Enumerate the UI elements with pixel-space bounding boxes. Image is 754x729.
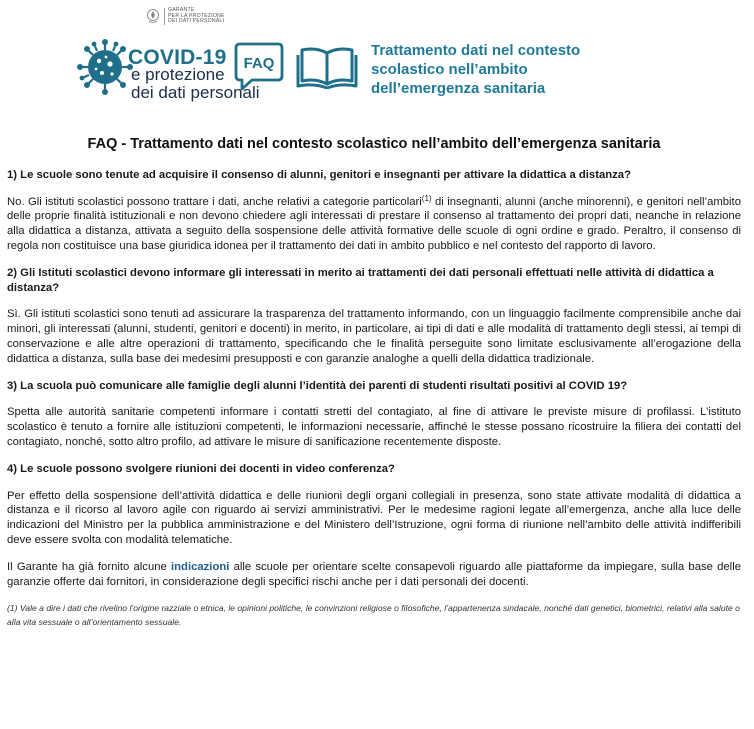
question-2: 2) Gli Istituti scolastici devono informare gli interessati in merito ai trattamenti dei dati personali effettuati nelle attività di didattica a distanza? bbox=[7, 266, 714, 294]
book-icon bbox=[296, 45, 358, 89]
answer-3: Spetta alle autorità sanitarie competenti informare i contatti stretti del contagiato, al fine di attivare le previste misure di profilassi. L’istituto scolastico è tenuto a fornire alle istituzioni competenti, le informazioni necessarie, affinché le stesse possano ricostruire la filiera dei contatti del contagiato, nonché, sotto altro profilo, ad attivare le misure di sanificazione recentemente disposte. bbox=[7, 406, 741, 448]
virus-icon bbox=[76, 38, 134, 96]
covid-subtitle-1: e protezione bbox=[131, 65, 225, 84]
answer-1-text-b: di insegnanti, alunni (anche minorenni), e genitori nell’ambito delle proprie finalità istituzionali e non devono chiedere agli interessati di prestare il consenso al trattamento dei propri dati, neanche in relazione alla didattica a distanza, attivata a seguito della sospensione delle attività formative delle scuole di ogni ordine e grado. Peraltro, il consenso di regola non costituisce una base giuridica idonea per il trattamento dei dati in ambito pubblico e nel contesto del rapporto di lavoro. bbox=[7, 195, 741, 252]
question-4: 4) Le scuole possono svolgere riunioni dei docenti in video conferenza? bbox=[7, 462, 395, 475]
garante-line-2: PER LA PROTEZIONE bbox=[168, 12, 225, 19]
garante-text bbox=[164, 8, 225, 25]
question-1: 1) Le scuole sono tenute ad acquisire il consenso di alunni, genitori e insegnanti per attivare la didattica a distanza? bbox=[7, 168, 631, 181]
question-3: 3) La scuola può comunicare alle famiglie degli alunni l’identità dei parenti di studenti risultati positivi al COVID 19? bbox=[7, 379, 628, 392]
faq-bubble-icon bbox=[234, 40, 284, 92]
footnote-ref[interactable]: (1) bbox=[421, 193, 432, 203]
page-header bbox=[0, 0, 754, 118]
garante-line-1: GARANTE bbox=[168, 7, 195, 13]
answer-4: Per effetto della sospensione dell’attività didattica e delle riunioni degli organi collegiali in presenza, sono state attivate modalità di didattica a distanza e il ricorso al lavoro agile con riguardo ai servizi amministrativi. Per le medesime ragioni legate all’emergenza, anche alla luce delle indicazioni del Ministro per la pubblica amministrazione e del Ministero dell’Istruzione, ogni forma di riunione nell’ambito delle attività indifferibili deve essere svolta con modalità telematiche. bbox=[7, 489, 741, 546]
header-tagline bbox=[371, 41, 631, 98]
faq-label: FAQ bbox=[243, 55, 275, 72]
answer-1-text-a: No. Gli istituti scolastici possono trattare i dati, anche relativi a categorie particolari bbox=[7, 195, 422, 208]
tagline-line-3: dell’emergenza sanitaria bbox=[371, 80, 546, 97]
answer-1 bbox=[7, 195, 741, 254]
covid-title: COVID-19 bbox=[128, 46, 227, 69]
answer-2: Sì. Gli istituti scolastici sono tenuti ad assicurare la trasparenza del trattamento informando, con un linguaggio facilmente comprensibile anche dai minori, gli interessati (alunni, studenti, genitori e docenti) in merito, in particolare, ai tipi di dati e alle modalità di trattamento degli stessi, ai tempi di conservazione e alle altre operazioni di trattamento, specificando che le finalità perseguite sono limitate esclusivamente all’erogazione della didattica a distanza, sulla base dei medesimi presupposti e con garanzie analoghe a quelli della didattica tradizionale. bbox=[7, 308, 741, 365]
answer-5-text-b: alle scuole per orientare scelte consapevoli riguardo alle piattaforme da impiegare, sulla base delle garanzie offerte dai fornitori, in considerazione degli specifici rischi anche per i dati personali dei docenti. bbox=[7, 560, 741, 588]
document-title: FAQ - Trattamento dati nel contesto scolastico nell’ambito dell’emergenza sanitaria bbox=[87, 136, 661, 152]
answer-5-text-a: Il Garante ha già fornito alcune bbox=[7, 560, 172, 573]
garante-logo bbox=[146, 8, 225, 25]
answer-4-followup bbox=[7, 560, 741, 590]
covid-subtitle-2: dei dati personali bbox=[131, 83, 260, 102]
tagline-line-2: scolastico nell’ambito bbox=[371, 61, 528, 78]
garante-line-3: DEI DATI PERSONALI bbox=[168, 18, 225, 25]
document-body bbox=[7, 137, 741, 629]
emblem-icon bbox=[146, 8, 160, 24]
indicazioni-link[interactable]: indicazioni bbox=[171, 560, 230, 573]
tagline-line-1: Trattamento dati nel contesto bbox=[371, 42, 581, 59]
footnote: (1) Vale a dire i dati che rivelino l’origine razziale o etnica, le opinioni politiche, le convinzioni religiose o filosofiche, l’appartenenza sindacale, nonché dati genetici, biometrici, relativi alla salute o alla vita sessuale o all’orientamento sessuale. bbox=[7, 603, 740, 628]
